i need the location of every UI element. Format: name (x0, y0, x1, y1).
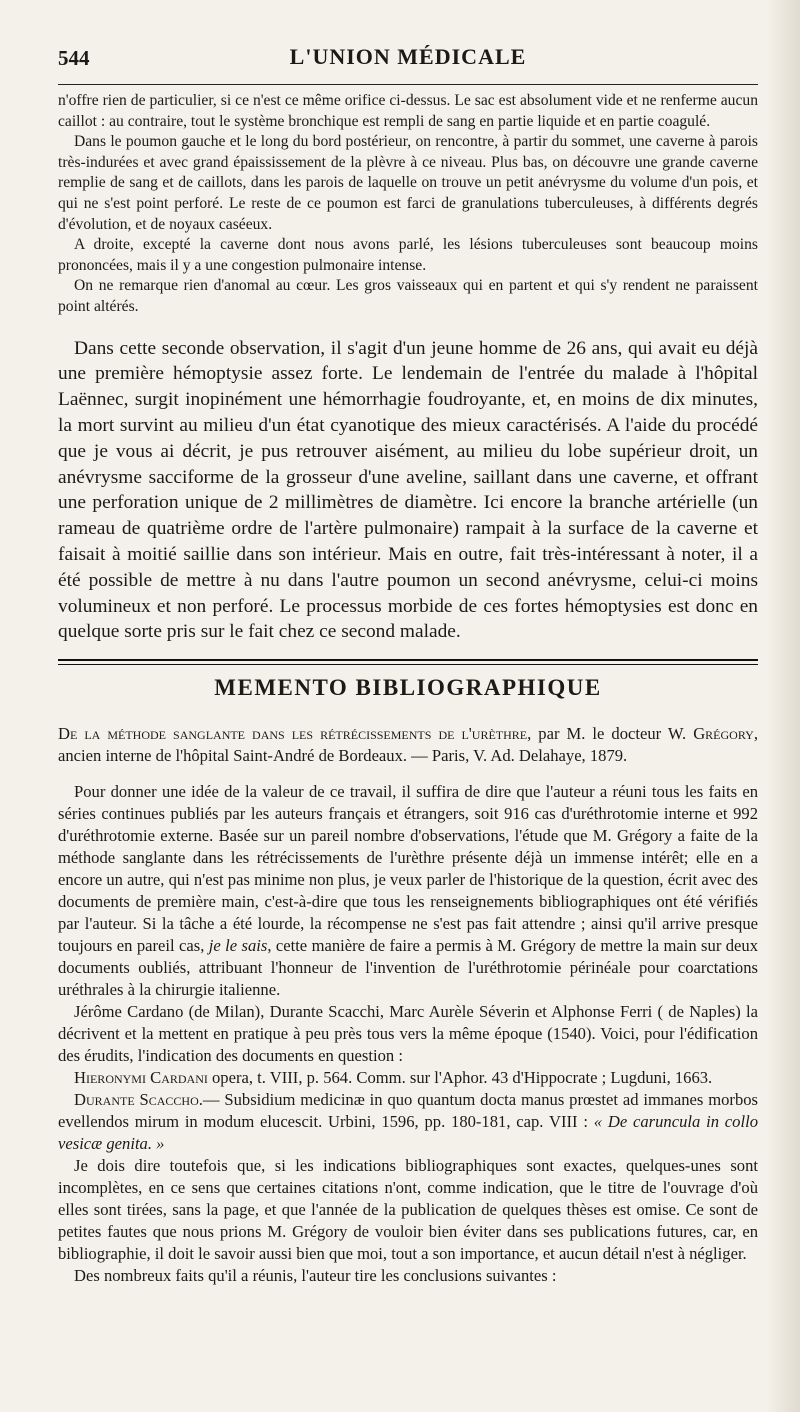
italic-text: « De caruncula in collo vesicæ genita. » (58, 1112, 758, 1154)
review-paragraph: Des nombreux faits qu'il a réunis, l'auteur tire les conclusions suivantes : (74, 1266, 557, 1286)
book-reference (58, 723, 758, 767)
autopsy-notes (58, 91, 758, 318)
bibliography-section (58, 723, 758, 1287)
small-paragraph: n'offre rien de particulier, si ce n'est ce même orifice ci-dessus. Le sac est absolument vide et ne renferme aucun caillot : au contraire, tout le système bronchique est rempli de sang en partie liquide et en partie coagulé. (58, 92, 758, 130)
book-reference-text: par M. le docteur W. (531, 724, 694, 744)
small-paragraph: Dans le poumon gauche et le long du bord postérieur, on rencontre, à partir du sommet, une caverne à parois très-indurées et avec grand épaississement de la plèvre à ce niveau. Plus bas, on découvre une grande caverne remplie de sang et de caillots, dans les parois de laquelle on trouve un petit anévrysme du volume d'un pois, et qui ne s'est point perforé. Le reste de ce poumon est farci de granulations tuberculeuses, à différents degrés d'évolution, et de noyaux caséeux. (58, 133, 758, 233)
large-paragraph: Dans cette seconde observation, il s'agit d'un jeune homme de 26 ans, qui avait eu déjà une première hémoptysie assez forte. Le lendemain de l'entrée du malade à l'hôpital Laënnec, surgit inopinément une hémorrhagie foudroyante, et, en moins de dix minutes, la mort survint au milieu d'un état cyanotique des mieux caractérisés. A l'aide du procédé que je vous ai décrit, je pus retrouver aisément, au milieu du lobe supérieur droit, un anévrysme sacciforme de la grosseur d'une aveline, saillant dans une caverne, et offrant une perforation unique de 2 millimètres de diamètre. Ici encore la branche artérielle (un rameau de quatrième ordre de l'artère pulmonaire) rampait à la surface de la caverne et faisait à moitié saillie dans son intérieur. Mais en outre, fait très-intéressant à noter, il a été possible de mettre à nu dans l'autre poumon un second anévrysme, celui-ci moins volumineux et non perforé. Le processus morbide de ces fortes hémoptysies est donc en quelque sorte pris sur le fait chez ce second malade. (58, 337, 758, 643)
review-paragraph: Pour donner une idée de la valeur de ce travail, il suffira de dire que l'auteur a réuni tous les faits en séries continues publiés par les auteurs français et étrangers, soit 916 cas d'uréthrotomie interne et 992 d'uréthrotomie externe. Basée sur un pareil nombre d'observations, l'étude que M. Grégory a faite de la méthode sanglante dans les rétrécissements de l'urèthre présente déjà un immense intérêt; elle en a encore un autre, qui n'est pas minime non plus, je veux parler de l'historique de la question, écrit avec des documents de première main, c'est-à-dire que tous les renseignements bibliographiques ont été vérifiés par l'auteur. Si la tâche a été lourde, la récompense ne s'est pas fait attendre ; ainsi qu'il arrive presque toujours en pareil cas, je le sais, cette manière de faire a permis à M. Grégory de mettre la main sur deux documents oubliés, attribuant l'honneur de l'invention de l'uréthrotomie périnéale pour coarctations uréthrales à la chirurgie italienne. (58, 782, 758, 1000)
second-observation (58, 336, 758, 646)
journal-title: L'UNION MÉDICALE (289, 44, 527, 69)
section-title: MEMENTO BIBLIOGRAPHIQUE (214, 675, 602, 701)
book-author: Grégory (693, 724, 754, 744)
citation-author: Hieronymi Cardani (74, 1068, 208, 1088)
small-paragraph: On ne remarque rien d'anomal au cœur. Les gros vaisseaux qui en partent et qui s'y rendent ne paraissent point altérés. (58, 277, 758, 315)
book-title: De la méthode sanglante dans les rétrécissements de l'urèthre, (58, 724, 532, 744)
book-reference-text: , ancien interne de l'hôpital Saint-André de Bordeaux. — Paris, V. Ad. Delahaye, 1879. (58, 724, 759, 766)
header-rule (58, 84, 758, 85)
running-header (58, 38, 758, 72)
section-divider (58, 659, 758, 665)
citation: Durante Scaccho.— Subsidium medicinæ in quo quantum docta manus prœstet ad immanes morbos evellendos mirum in modum elucescit. Urbini, 1596, pp. 180-181, cap. VIII : « De caruncula in collo vesicæ genita. » (58, 1090, 759, 1154)
small-paragraph: A droite, excepté la caverne dont nous avons parlé, les lésions tuberculeuses sont beaucoup moins prononcées, mais il y a une congestion pulmonaire intense. (58, 236, 758, 274)
review-paragraph: Je dois dire toutefois que, si les indications bibliographiques sont exactes, quelques-unes sont incomplètes, en ce sens que certaines citations n'ont, comme indication, que le titre de l'ouvrage d'où elles sont tirées, sans la page, et que l'année de la publication de quelques thèses est omise. Ce sont de petites fautes que nous prions M. Grégory de vouloir bien éviter dans ses publications futures, car, en bibliographie, il doit le savoir aussi bien que moi, tout a son importance, et aucun détail n'est à négliger. (58, 1156, 758, 1264)
page-edge-shadow (766, 0, 800, 1412)
citation: Hieronymi Cardani opera, t. VIII, p. 564. Comm. sur l'Aphor. 43 d'Hippocrate ; Lugduni, 1663. (74, 1068, 713, 1088)
page-number: 544 (58, 46, 90, 70)
italic-text: je le sais (208, 936, 268, 956)
review-paragraph: Jérôme Cardano (de Milan), Durante Scacchi, Marc Aurèle Séverin et Alphonse Ferri ( de Naples) la décrivent et la mettent en pratique à peu près tous vers la même époque (1540). Voici, pour l'édification des érudits, l'indication des documents en question : (58, 1002, 758, 1066)
citation-author: Durante Scaccho. (74, 1090, 203, 1110)
